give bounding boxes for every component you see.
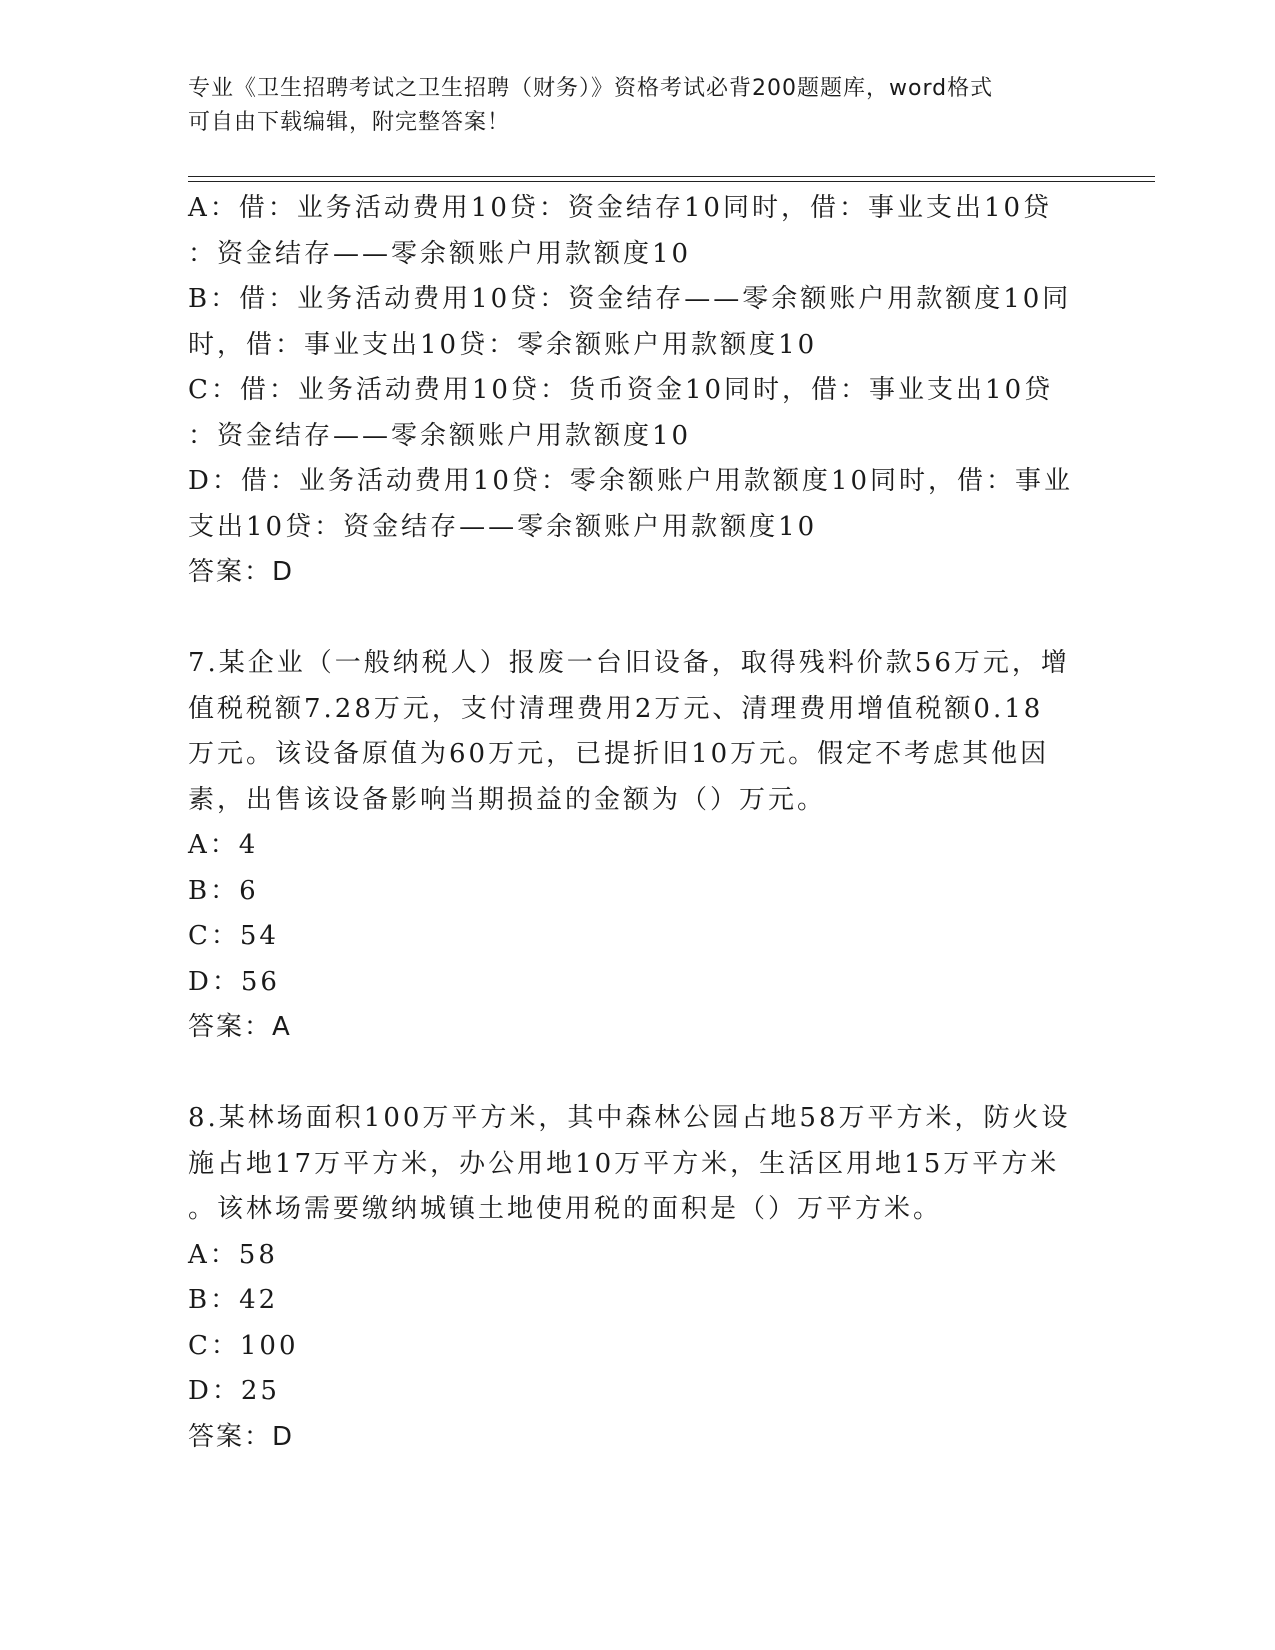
answer-6: 答案：D <box>188 557 295 587</box>
question-6 <box>188 186 1088 596</box>
question-7 <box>188 641 1088 1051</box>
question-7-stem-line-3: 万元。该设备原值为60万元，已提折旧10万元。假定不考虑其他因 <box>188 739 1050 769</box>
option-c-line-1: C：借：业务活动费用10贷：货币资金10同时，借：事业支出10贷 <box>188 375 1054 405</box>
question-8-stem-line-1: 8.某林场面积100万平方米，其中森林公园占地58万平方米，防火设 <box>188 1103 1071 1133</box>
question-8-option-a: A：58 <box>188 1239 278 1270</box>
option-d-line-2: 支出10贷：资金结存——零余额账户用款额度10 <box>188 511 818 542</box>
header-rule-bottom <box>188 181 1155 182</box>
question-7-option-b: B：6 <box>188 875 259 906</box>
question-7-option-a: A：4 <box>188 830 259 860</box>
option-b-line-1: B：借：业务活动费用10贷：资金结存——零余额账户用款额度10同 <box>188 284 1072 314</box>
question-8-option-d: D：25 <box>188 1376 280 1406</box>
header-line-1: 专业《卫生招聘考试之卫生招聘（财务）》资格考试必背200题题库，word格式 <box>188 76 994 101</box>
header-rule-top <box>188 176 1155 177</box>
header-line-2: 可自由下载编辑，附完整答案！ <box>188 110 511 135</box>
option-a-line-1: A：借：业务活动费用10贷：资金结存10同时，借：事业支出10贷 <box>188 193 1053 223</box>
option-b-line-2: 时，借：事业支出10贷：零余额账户用款额度10 <box>188 329 818 360</box>
answer-8: 答案：D <box>188 1421 295 1452</box>
question-7-stem-line-1: 7.某企业（一般纳税人）报废一台旧设备，取得残料价款56万元，增 <box>188 648 1070 678</box>
question-8 <box>188 1096 1088 1460</box>
spacer <box>188 596 1088 642</box>
option-c <box>188 368 1088 459</box>
answer-7: 答案：A <box>188 1012 292 1042</box>
question-8-option-c: C：100 <box>188 1330 299 1361</box>
option-d <box>188 459 1088 550</box>
question-8-stem-line-3: 。该林场需要缴纳城镇土地使用税的面积是（）万平方米。 <box>188 1194 943 1224</box>
option-d-line-1: D：借：业务活动费用10贷：零余额账户用款额度10同时，借：事业 <box>188 466 1074 496</box>
question-7-stem-line-4: 素，出售该设备影响当期损益的金额为（）万元。 <box>188 784 827 815</box>
option-c-line-2: ：资金结存——零余额账户用款额度10 <box>188 420 692 451</box>
question-7-option-c: C：54 <box>188 921 279 951</box>
option-a <box>188 186 1088 277</box>
question-content <box>188 186 1088 1460</box>
question-8-option-b: B：42 <box>188 1285 279 1315</box>
question-8-stem-line-2: 施占地17万平方米，办公用地10万平方米，生活区用地15万平方米 <box>188 1148 1060 1179</box>
question-7-option-d: D：56 <box>188 966 280 997</box>
option-a-line-2: ：资金结存——零余额账户用款额度10 <box>188 238 692 269</box>
spacer <box>188 1051 1088 1097</box>
question-7-stem-line-2: 值税税额7.28万元，支付清理费用2万元、清理费用增值税额0.18 <box>188 693 1044 724</box>
document-header <box>188 72 1068 140</box>
option-b <box>188 277 1088 368</box>
